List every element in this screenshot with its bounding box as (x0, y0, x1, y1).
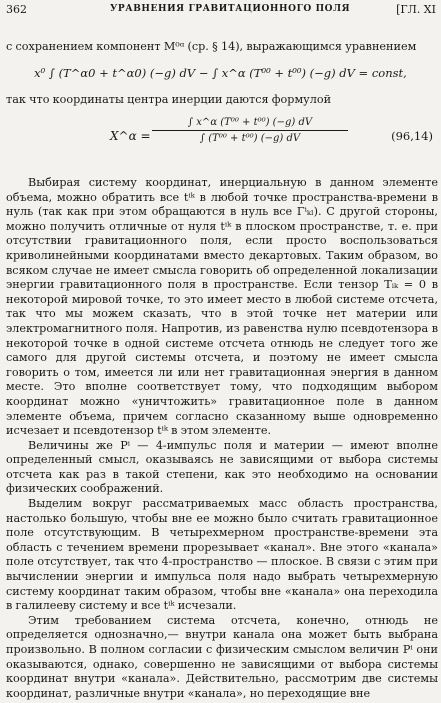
formula-fraction (152, 117, 348, 144)
running-title: УРАВНЕНИЯ ГРАВИТАЦИОННОГО ПОЛЯ (110, 4, 351, 14)
body-text (6, 176, 438, 701)
formula-lhs: X^α = (110, 129, 151, 143)
intro-line: с сохранением компонент M⁰ᵅ (ср. § 14), выражающимся уравнением (6, 40, 417, 53)
formula-denominator: ∫ (T⁰⁰ + t⁰⁰) (−g) dV (199, 133, 301, 144)
page-number: 362 (6, 3, 27, 16)
formula-center-of-inertia (110, 117, 350, 157)
chapter-label: [ГЛ. XI (396, 3, 436, 16)
paragraph: Величины же Pⁱ — 4-импульс поля и материи — имеют вполне определенный смысл, оказываясь не зависящими от выбора системы отсчета как раз в такой степени, как это необходимо на основании физических соображений. (6, 438, 438, 496)
formula-conservation: x⁰ ∫ (T^α0 + t^α0) (−g) dV − ∫ x^α (T⁰⁰ + t⁰⁰) (−g) dV = const, (34, 66, 407, 80)
equation-number: (96,14) (391, 129, 433, 143)
formula-lead-in: так что координаты центра инерции даются формулой (6, 93, 332, 106)
page-header (6, 3, 438, 19)
paragraph: Выделим вокруг рассматриваемых масс область пространства, настолько большую, чтобы вне ее можно было считать гравитационное поле отсутствующим. В четырехмерном пространстве-времени эта область с течением времени прорезывает «канал». Вне этого «канала» поле отсутствует, так что 4-пространство — плоское. В связи с этим при вычислении энергии и импульса поля надо выбрать четырехмерную систему координат таким образом, чтобы вне «канала» она переходила в галилееву систему и все tⁱᵏ исчезали. (6, 497, 438, 613)
formula-numerator: ∫ x^α (T⁰⁰ + t⁰⁰) (−g) dV (187, 117, 313, 128)
paragraph: Выбирая систему координат, инерциальную в данном элементе объема, можно обратить все tⁱᵏ в любой точке пространства-времени в нуль (так как при этом обращаются в нуль все Γⁱₖₗ). С другой стороны, можно получить отличные от нуля tⁱᵏ в плоском пространстве, т. е. при отсутствии гравитационного поля, если просто воспользоваться криволинейными координатами вместо декартовых. Таким образом, во всяком случае не имеет смысла говорить об определенной локализации энергии гравитационного поля в пространстве. Если тензор Tᵢₖ = 0 в некоторой мировой точке, то это имеет место в любой системе отсчета, так что мы можем сказать, что в этой точке нет материи или электромагнитного поля. Напротив, из равенства нулю псевдотензора в некоторой точке в одной системе отсчета отнюдь не следует того же самого для другой системы отсчета, и поэтому не имеет смысла говорить о том, имеется ли или нет гравитационная энергия в данном месте. Это вполне соответствует тому, что подходящим выбором координат можно «уничтожить» гравитационное поле в данном элементе объема, причем согласно сказанному выше одновременно исчезает и псевдотензор tⁱᵏ в этом элементе. (6, 176, 438, 438)
fraction-bar (152, 130, 348, 131)
paragraph: Этим требованием система отсчета, конечно, отнюдь не определяется однозначно,— внутри канала она может быть выбрана произвольно. В полном согласии с физическим смыслом величин Pⁱ они оказываются, однако, совершенно не зависящими от выбора системы координат внутри «канала». Действительно, рассмотрим две системы координат, различные внутри «канала», но переходящие вне (6, 613, 438, 700)
